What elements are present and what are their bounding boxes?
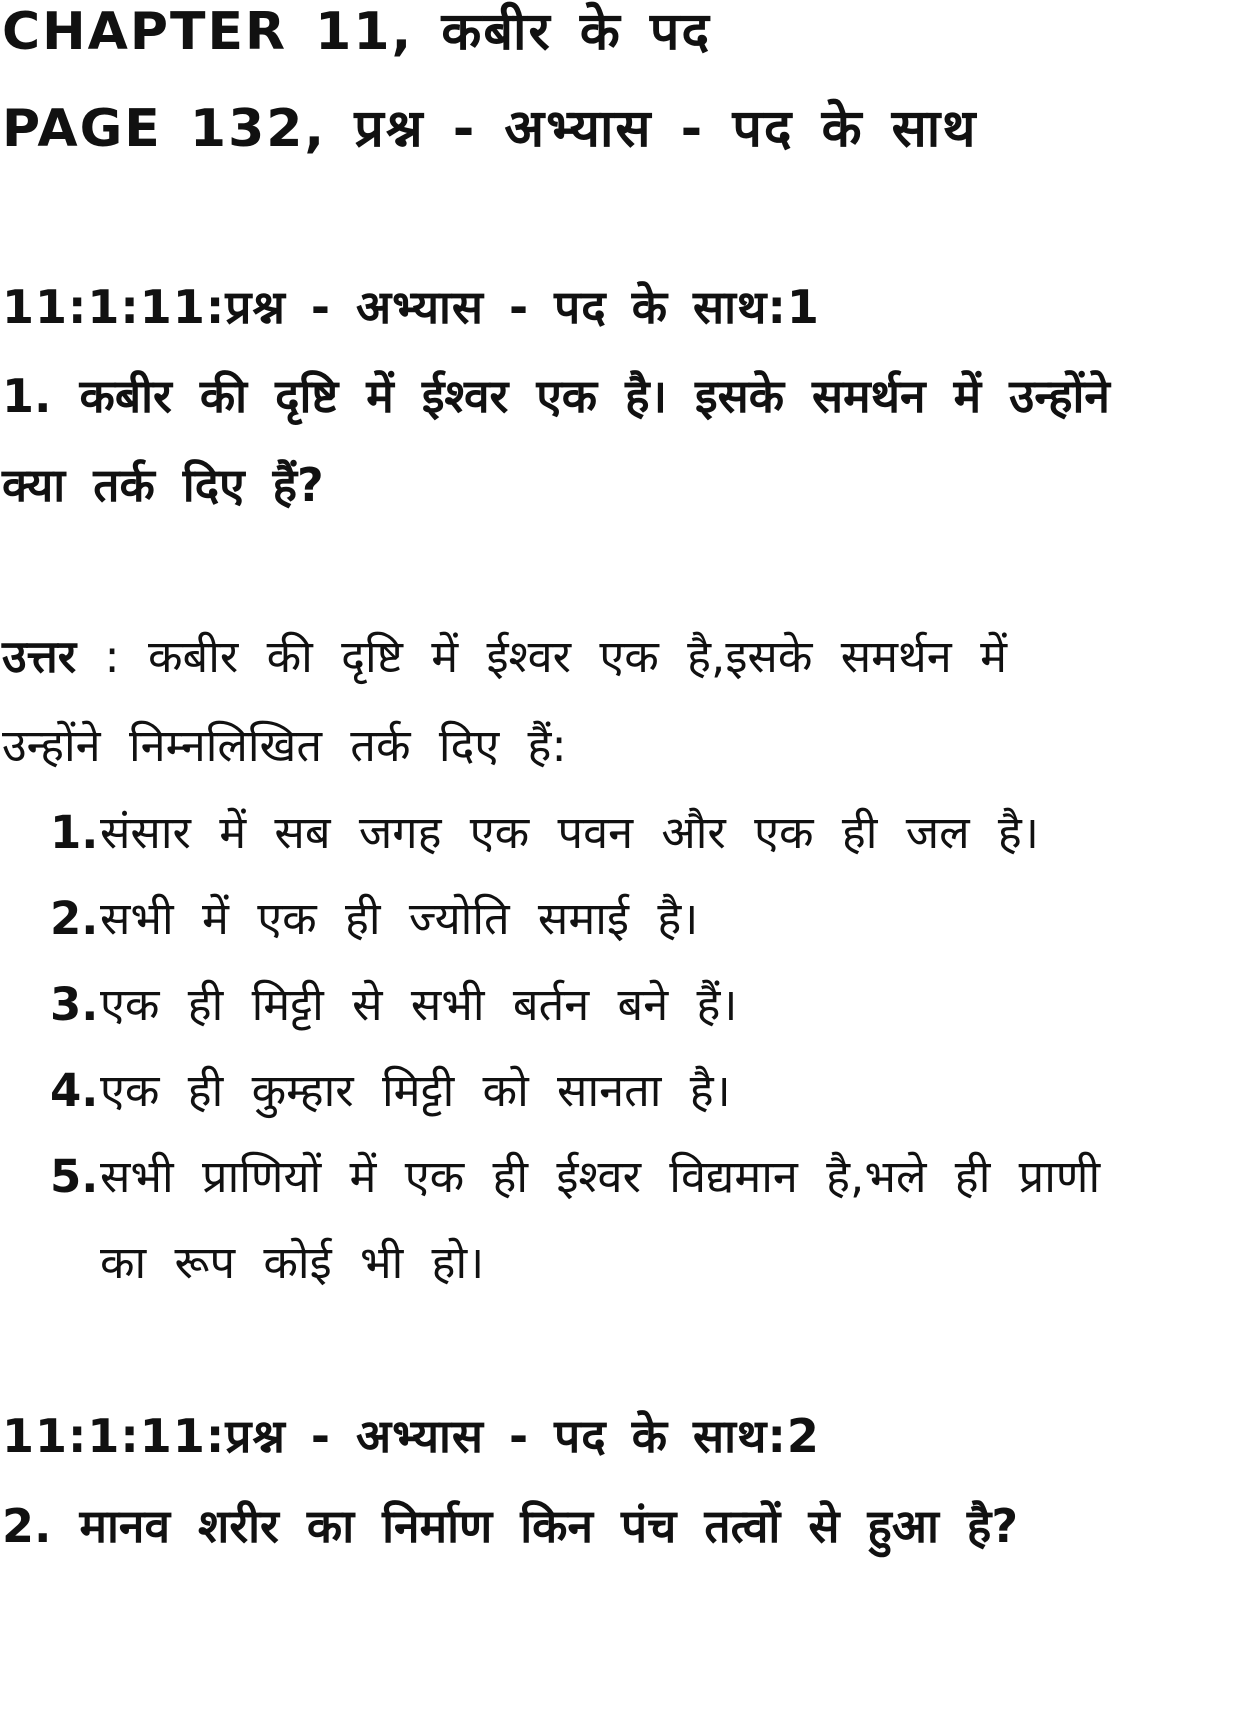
question-1-text-line-2: क्या तर्क दिए हैं? <box>2 458 324 512</box>
point-number: 3. <box>50 978 99 1031</box>
answer-1-intro-line-2: उन्होंने निम्नलिखित तर्क दिए हैं: <box>2 719 567 772</box>
answer-point-4 <box>50 1064 731 1117</box>
answer-point-2 <box>50 892 699 945</box>
point-number: 4. <box>50 1064 99 1117</box>
point-text: एक ही मिट्टी से सभी बर्तन बने हैं। <box>100 978 738 1031</box>
point-text: एक ही कुम्हार मिट्टी को सानता है। <box>100 1064 731 1117</box>
page-title: PAGE 132, प्रश्न - अभ्यास - पद के साथ <box>2 99 978 159</box>
point-text: सभी प्राणियों में एक ही ईश्वर विद्यमान है,भले ही प्राणी <box>100 1150 1101 1203</box>
point-number: 2. <box>50 892 99 945</box>
point-number: 1. <box>50 806 99 859</box>
question-2-text-line-1: 2. मानव शरीर का निर्माण किन पंच तत्वों से हुआ है? <box>2 1499 1018 1553</box>
point-text: सभी में एक ही ज्योति समाई है। <box>100 892 699 945</box>
chapter-title: CHAPTER 11, कबीर के पद <box>2 2 712 62</box>
answer-intro-text: कबीर की दृष्टि में ईश्वर एक है,इसके समर्थन में <box>147 630 1007 683</box>
answer-1-intro-line-1 <box>2 630 1007 683</box>
answer-label: उत्तर <box>2 630 77 683</box>
answer-point-1 <box>50 806 1039 859</box>
point-number: 5. <box>50 1150 99 1203</box>
point-text: संसार में सब जगह एक पवन और एक ही जल है। <box>100 806 1039 859</box>
answer-point-5-continuation: का रूप कोई भी हो। <box>100 1236 485 1289</box>
question-1-text-line-1: 1. कबीर की दृष्टि में ईश्वर एक है। इसके समर्थन में उन्होंने <box>2 369 1110 423</box>
answer-point-5 <box>50 1150 1101 1203</box>
answer-point-3 <box>50 978 738 1031</box>
question-1-label: 11:1:11:प्रश्न - अभ्यास - पद के साथ:1 <box>2 280 820 334</box>
answer-separator: : <box>76 630 148 683</box>
question-2-label: 11:1:11:प्रश्न - अभ्यास - पद के साथ:2 <box>2 1409 820 1463</box>
